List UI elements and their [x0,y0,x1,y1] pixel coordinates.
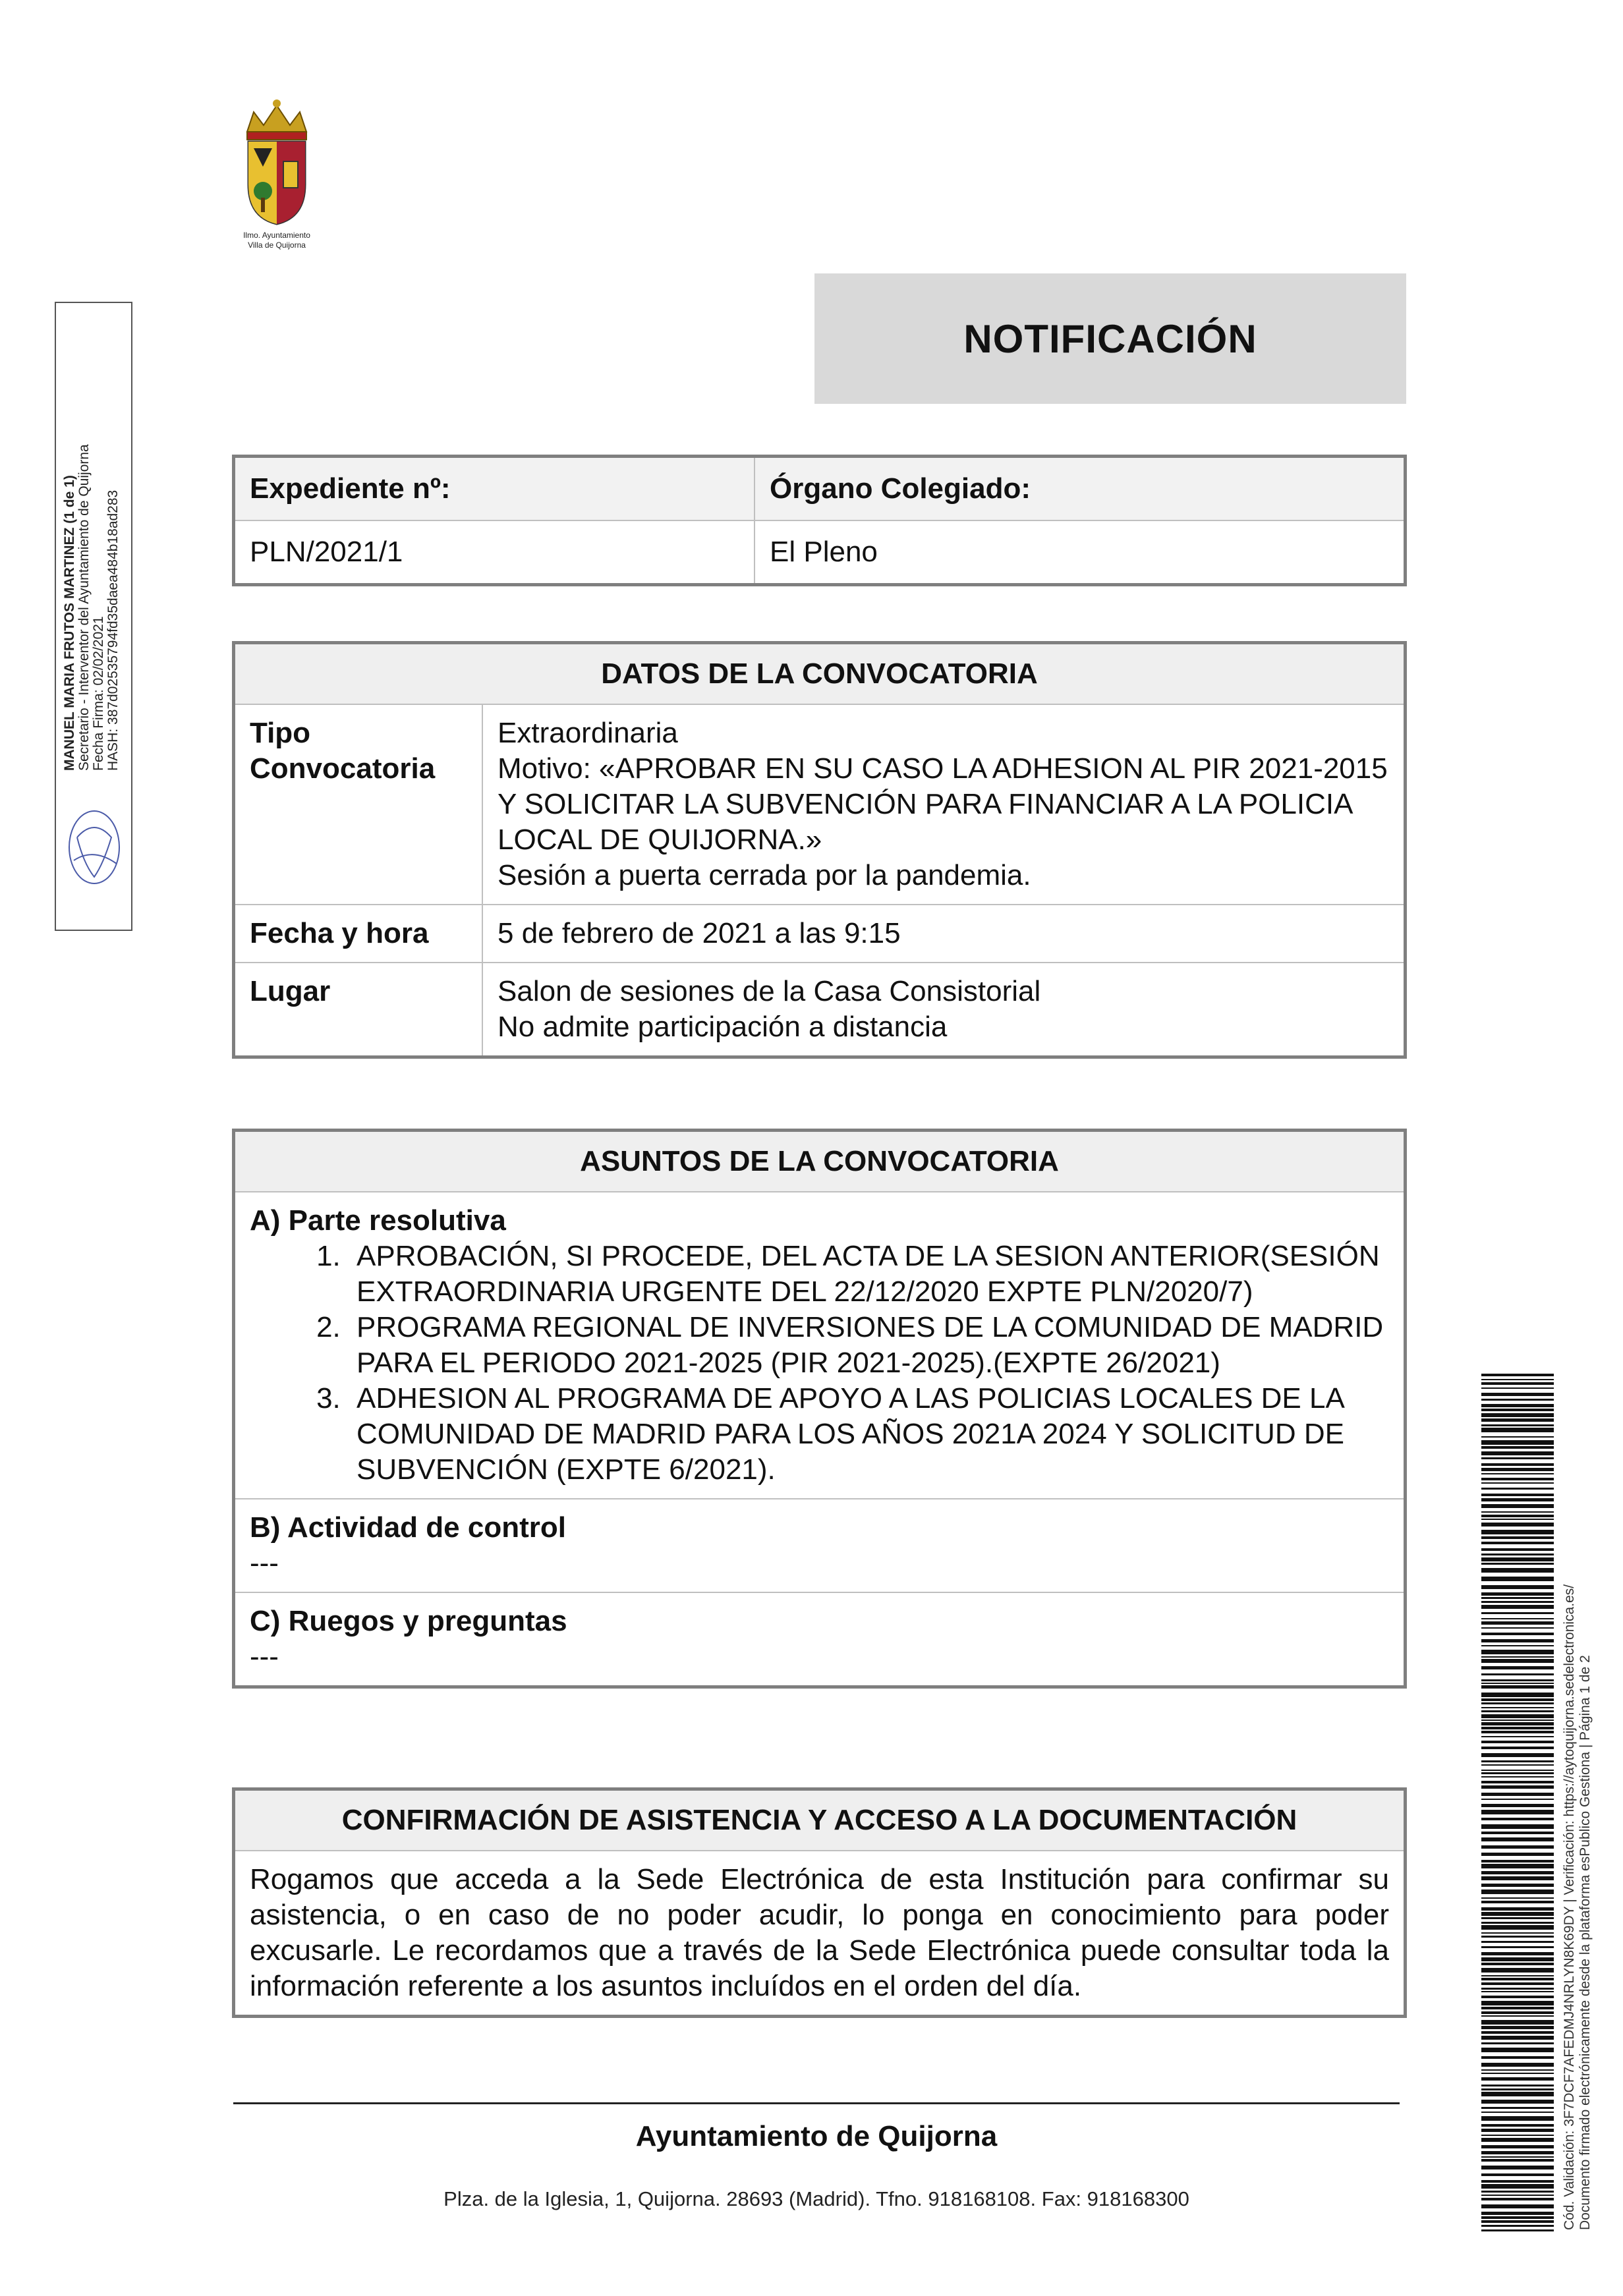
barcode-bar [1481,2180,1554,2183]
barcode-bar [1481,1621,1554,1625]
barcode-bar [1481,2085,1554,2086]
barcode-bar [1481,1776,1554,1778]
list-item: 3. ADHESION AL PROGRAMA DE APOYO A LAS POLICIAS LOCALES DE LA COMUNIDAD DE MADRID PARA LOS AÑOS 2021A 2024 Y SOLICITUD DE SUBVENCIÓN (EXPTE 6/2021). [349,1381,1389,1488]
tipo-line3: Sesión a puerta cerrada por la pandemia. [498,859,1031,891]
actividad-control-title: B) Actividad de control [250,1511,566,1544]
barcode-bar [1481,2063,1554,2067]
barcode-bar [1481,2225,1554,2227]
barcode-bar [1481,1436,1554,1438]
barcode-bar [1481,1399,1554,1401]
barcode-bar [1481,1710,1554,1712]
barcode-bar [1481,1727,1554,1729]
barcode-bar [1481,1563,1554,1565]
footer-address: Plza. de la Iglesia, 1, Quijorna. 28693 (Madrid). Tfno. 918168108. Fax: 918168300 [443,2187,1189,2210]
barcode-bar [1481,1693,1554,1697]
barcode-bar [1481,1968,1554,1973]
barcode-bar [1481,2092,1554,2096]
barcode-bar [1481,1760,1554,1762]
barcode-bar [1481,2077,1554,2081]
barcode-bar [1481,1387,1554,1389]
barcode-bar [1481,2212,1554,2215]
barcode-bar [1481,1897,1554,1899]
table-row [235,520,1404,583]
fecha-label: Fecha y hora [250,917,429,949]
signer-role: Secretario - Interventor del Ayuntamiento de Quijorna [76,444,92,771]
barcode-bar [1481,1463,1554,1466]
signature-seal-icon [64,798,125,897]
tipo-line2: Motivo: «APROBAR EN SU CASO LA ADHESION AL PIR 2021-2015 Y SOLICITAR LA SUBVENCIÓN PARA FINANCIAR A LA POLICIA LOCAL DE QUIJORNA.» [498,752,1388,856]
barcode-bar [1481,1793,1554,1796]
barcode-bar [1481,2107,1554,2109]
barcode-bar [1481,1577,1554,1581]
barcode-bar [1481,1753,1554,1757]
coat-of-arms-icon [234,96,320,227]
barcode-bar [1481,1515,1554,1517]
barcode-bar [1481,1374,1554,1376]
datos-header: DATOS DE LA CONVOCATORIA [601,658,1038,690]
barcode-bar [1481,1511,1554,1513]
barcode-bar [1481,1523,1554,1526]
asuntos-table [232,1129,1407,1689]
barcode-bar [1481,2069,1554,2071]
barcode-bar [1481,1659,1554,1663]
barcode-bar [1481,1683,1554,1684]
barcode-bar [1481,1679,1554,1681]
barcode-bar [1481,2204,1554,2208]
barcode-bar [1481,2001,1554,2005]
organo-value: El Pleno [754,521,1404,583]
barcode-bar [1481,1988,1554,1990]
barcode-bar [1481,2112,1554,2113]
barcode-bar [1481,2129,1554,2132]
barcode-bar [1481,2100,1554,2104]
barcode-bar [1481,1707,1554,1708]
barcode-bar [1481,1871,1554,1874]
barcode-bar [1481,2173,1554,2176]
table-row [235,1498,1404,1592]
barcode-bar [1481,1673,1554,1675]
barcode-bar [1481,2216,1554,2219]
actividad-control [235,1499,1404,1592]
table-header-row [235,458,1404,520]
barcode-bar [1481,2026,1554,2029]
barcode-bar [1481,1702,1554,1704]
section-header [235,1791,1404,1850]
barcode-bar [1481,1393,1554,1396]
barcode-bar [1481,1542,1554,1544]
barcode-bar [1481,1536,1554,1539]
barcode-bar [1481,1451,1554,1455]
ruegos-preguntas-value: --- [250,1640,279,1673]
lugar-label: Lugar [250,975,331,1007]
barcode-bar [1481,1957,1554,1961]
agenda-list [250,1239,1389,1488]
table-row [235,1191,1404,1498]
barcode-bar [1481,1633,1554,1635]
barcode-bar [1481,1772,1554,1774]
barcode-bar [1481,1853,1554,1856]
barcode-bar [1481,1963,1554,1965]
barcode-bar [1481,1890,1554,1894]
tipo-label: Tipo Convocatoria [250,717,436,785]
barcode-bar [1481,1666,1554,1669]
list-item: 2. PROGRAMA REGIONAL DE INVERSIONES DE LA COMUNIDAD DE MADRID PARA EL PERIODO 2021-2025 (PIR 2021-2025).(EXPTE 26/2021) [349,1310,1389,1381]
barcode-bar [1481,1639,1554,1642]
barcode-bar [1481,1568,1554,1573]
list-item: 1. APROBACIÓN, SI PROCEDE, DEL ACTA DE LA SESION ANTERIOR(SESIÓN EXTRAORDINARIA URGENTE DEL 22/12/2020 EXPTE PLN/2020/7) [349,1239,1389,1310]
ruegos-preguntas-title: C) Ruegos y preguntas [250,1605,567,1637]
barcode-bar [1481,2116,1554,2121]
barcode-bar [1481,2229,1554,2231]
tipo-line1: Extraordinaria [498,717,678,749]
barcode-bar [1481,1428,1554,1432]
barcode-bar [1481,1605,1554,1609]
barcode-bar [1481,1612,1554,1614]
barcode-bar [1481,1975,1554,1976]
barcode-bar [1481,1932,1554,1934]
actividad-control-value: --- [250,1547,279,1579]
barcode-bar [1481,2007,1554,2009]
barcode-bar [1481,1645,1554,1646]
barcode-bar [1481,1418,1554,1422]
barcode-bar [1481,2135,1554,2136]
barcode-bar [1481,1585,1554,1589]
barcode-bar [1481,2191,1554,2193]
barcode-bar [1481,2124,1554,2127]
table-row [235,1592,1404,1685]
barcode-bar [1481,1498,1554,1501]
barcode-bar [1481,1996,1554,1998]
barcode-bar [1481,2166,1554,2170]
barcode-bar [1481,1804,1554,1807]
barcode-bar [1481,1978,1554,1980]
barcode-bar [1481,1488,1554,1490]
barcode-bar [1481,1860,1554,1862]
table-row [235,962,1404,1055]
lugar-line1: Salon de sesiones de la Casa Consistorial [498,975,1041,1007]
barcode-bar [1481,1781,1554,1783]
barcode-bar [1481,1731,1554,1733]
validation-text [1562,1374,1601,2230]
tipo-value [482,705,1404,904]
barcode-bar [1481,1597,1554,1599]
barcode-bar [1481,1627,1554,1629]
barcode-bar [1481,1548,1554,1551]
barcode-bar [1481,2015,1554,2017]
barcode-bar [1481,1446,1554,1449]
barcode-bar [1481,1901,1554,1903]
barcode-bar [1481,1876,1554,1880]
signature-date: Fecha Firma: 02/02/2021 [91,616,106,771]
barcode-bar [1481,1824,1554,1829]
barcode-icon [1481,1374,1554,2231]
expediente-label: Expediente nº: [250,472,451,505]
barcode-bar [1481,1941,1554,1943]
barcode-bar [1481,1530,1554,1534]
barcode-bar [1481,1473,1554,1474]
barcode-bar [1481,2195,1554,2196]
barcode-bar [1481,1907,1554,1911]
confirmacion-header: CONFIRMACIÓN DE ASISTENCIA Y ACCESO A LA DOCUMENTACIÓN [341,1804,1297,1836]
expediente-table [232,455,1407,586]
barcode-bar [1481,2088,1554,2090]
confirmacion-table [232,1787,1407,2018]
parte-resolutiva [235,1192,1404,1498]
barcode-bar [1481,1592,1554,1596]
barcode-bar [1481,1722,1554,1725]
document-title: NOTIFICACIÓN [814,273,1406,404]
barcode-bar [1481,1685,1554,1689]
barcode-bar [1481,1936,1554,1938]
barcode-bar [1481,2220,1554,2223]
barcode-bar [1481,1991,1554,1992]
barcode-bar [1481,1413,1554,1417]
asuntos-header: ASUNTOS DE LA CONVOCATORIA [580,1145,1059,1177]
barcode-bar [1481,1799,1554,1800]
datos-convocatoria-table [232,641,1407,1059]
barcode-bar [1481,1457,1554,1459]
barcode-bar [1481,1832,1554,1834]
barcode-bar [1481,1917,1554,1919]
footer-divider [233,2102,1400,2104]
barcode-bar [1481,2011,1554,2014]
barcode-bar [1481,1698,1554,1701]
barcode-bar [1481,1714,1554,1718]
signature-stamp [55,302,132,931]
barcode-bar [1481,2138,1554,2142]
barcode-bar [1481,1557,1554,1561]
barcode-bar [1481,1946,1554,1948]
barcode-bar [1481,1379,1554,1380]
barcode-bar [1481,1478,1554,1480]
barcode-bar [1481,1409,1554,1411]
barcode-bar [1481,2159,1554,2162]
organo-label: Órgano Colegiado: [754,458,1404,520]
barcode-bar [1481,2020,1554,2025]
barcode-bar [1481,1519,1554,1520]
barcode-bar [1481,1382,1554,1385]
table-row [235,1850,1404,2015]
barcode-bar [1481,2073,1554,2074]
table-row [235,904,1404,962]
barcode-bar [1481,1650,1554,1654]
lugar-value [482,963,1404,1055]
validation-line2: Documento firmado electrónicamente desde la plataforma esPublico Gestiona | Página 1 de 2 [1578,1655,1593,2230]
barcode-bar [1481,1922,1554,1924]
barcode-bar [1481,1736,1554,1737]
parte-resolutiva-title: A) Parte resolutiva [250,1204,506,1237]
coat-of-arms-logo [234,96,320,254]
lugar-line2: No admite participación a distancia [498,1011,948,1043]
ruegos-preguntas [235,1593,1404,1685]
barcode-bar [1481,2184,1554,2189]
barcode-bar [1481,1764,1554,1766]
barcode-bar [1481,1494,1554,1496]
barcode-bar [1481,1785,1554,1789]
barcode-bar [1481,1482,1554,1484]
barcode-bar [1481,1982,1554,1985]
barcode-bar [1481,1884,1554,1887]
barcode-bar [1481,2036,1554,2040]
fecha-value: 5 de febrero de 2021 a las 9:15 [482,905,1404,962]
barcode-bar [1481,2042,1554,2044]
barcode-bar [1481,2031,1554,2034]
barcode-bar [1481,1952,1554,1955]
barcode-bar [1481,1440,1554,1445]
barcode-bar [1481,1424,1554,1426]
barcode-bar [1481,1770,1554,1771]
barcode-bar [1481,1468,1554,1471]
logo-caption-line2: Villa de Quijorna [248,240,306,250]
barcode-bar [1481,2198,1554,2200]
barcode-bar [1481,2145,1554,2148]
barcode-bar [1481,2151,1554,2154]
barcode-bar [1481,1504,1554,1508]
barcode-bar [1481,1837,1554,1841]
signature-text [63,376,140,771]
barcode-bar [1481,1818,1554,1820]
signature-hash: HASH: 387d02535794fd35daea484b18ad283 [105,490,121,771]
section-header [235,1132,1404,1191]
section-header [235,644,1404,704]
barcode-bar [1481,1747,1554,1749]
barcode-bar [1481,1741,1554,1743]
barcode-bar [1481,1554,1554,1555]
barcode-bar [1481,1925,1554,1930]
signer-name: MANUEL MARIA FRUTOS MARTINEZ (1 de 1) [62,475,77,771]
barcode-bar [1481,1618,1554,1619]
barcode-bar [1481,2156,1554,2158]
barcode-bar [1481,1845,1554,1849]
barcode-bar [1481,1864,1554,1868]
logo-caption-line1: Ilmo. Ayuntamiento [243,231,310,240]
barcode-bar [1481,1601,1554,1603]
barcode-bar [1481,2056,1554,2059]
barcode-bar [1481,1912,1554,1916]
expediente-value: PLN/2021/1 [250,536,403,568]
barcode-bar [1481,1810,1554,1814]
barcode-bar [1481,1720,1554,1721]
barcode-bar [1481,2048,1554,2052]
validation-line1: Cód. Validación: 3F7DCF7AFEDMJ4NRLYN8K69DY | Verificación: https://aytoquijorna.sedelectronica.es/ [1562,1584,1577,2230]
confirmacion-text: Rogamos que acceda a la Sede Electrónica de esta Institución para confirmar su asistencia, o en caso de no poder acudir, lo ponga en conocimiento para poder excusarle. Le recordamos que a través de la Sede Electrónica puede consultar toda la información referente a los asuntos incluídos en el orden del día. [250,1863,1389,2002]
footer-organization: Ayuntamiento de Quijorna [635,2120,998,2152]
barcode-bar [1481,1656,1554,1658]
barcode-bar [1481,1404,1554,1407]
table-row [235,704,1404,904]
